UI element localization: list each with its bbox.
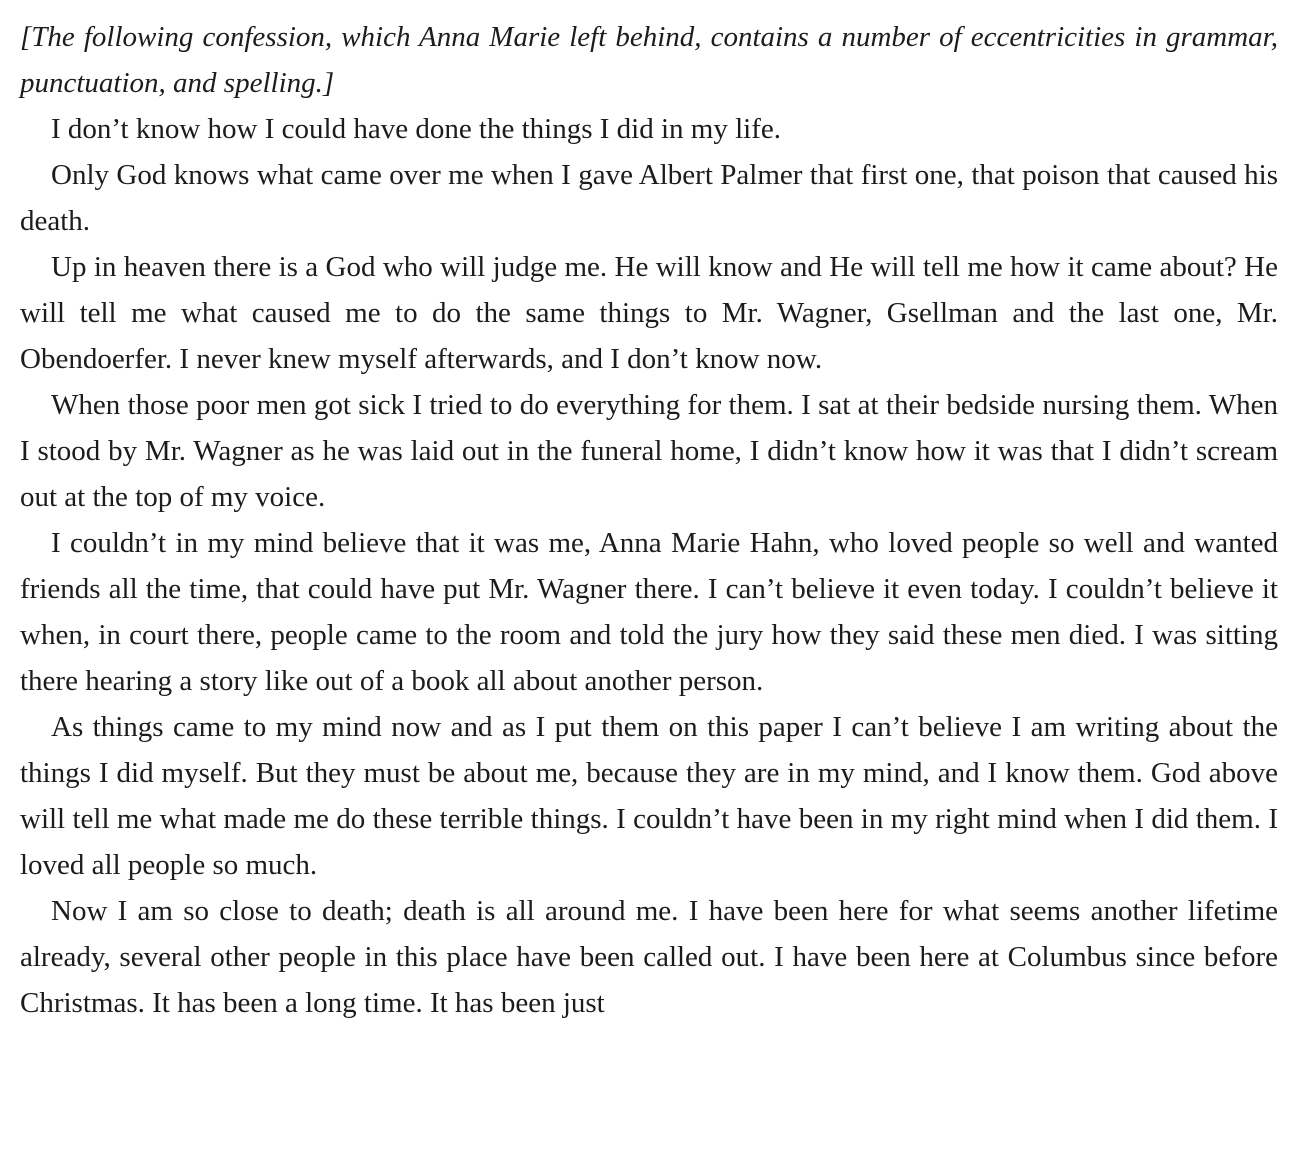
paragraph-7: Now I am so close to death; death is all around me. I have been here for what seems another lifetime already, several other people in this place have been called out. I have been here at Columbus since before Christmas. It has been a long time. It has been just (20, 895, 1278, 1019)
editorial-note: [The following confession, which Anna Marie left behind, contains a number of eccentricities in grammar, punctuation, and spelling.] (20, 21, 1278, 99)
paragraph-1: I don’t know how I could have done the things I did in my life. (51, 113, 781, 145)
paragraph-5: I couldn’t in my mind believe that it was me, Anna Marie Hahn, who loved people so well and wanted friends all the time, that could have put Mr. Wagner there. I can’t believe it even today. I couldn’t believe it when, in court there, people came to the room and told the jury how they said these men died. I was sitting there hearing a story like out of a book all about another person. (20, 527, 1278, 697)
paragraph-6: As things came to my mind now and as I put them on this paper I can’t believe I am writing about the things I did myself. But they must be about me, because they are in my mind, and I know them. God above will tell me what made me do these terrible things. I couldn’t have been in my right mind when I did them. I loved all people so much. (20, 711, 1278, 881)
paragraph-2: Only God knows what came over me when I gave Albert Palmer that first one, that poison that caused his death. (20, 159, 1278, 237)
paragraph-4: When those poor men got sick I tried to do everything for them. I sat at their bedside nursing them. When I stood by Mr. Wagner as he was laid out in the funeral home, I didn’t know how it was that I didn’t scream out at the top of my voice. (20, 389, 1278, 513)
paragraph-3: Up in heaven there is a God who will judge me. He will know and He will tell me how it came about? He will tell me what caused me to do the same things to Mr. Wagner, Gsellman and the last one, Mr. Obendoerfer. I never knew myself afterwards, and I don’t know now. (20, 251, 1278, 375)
